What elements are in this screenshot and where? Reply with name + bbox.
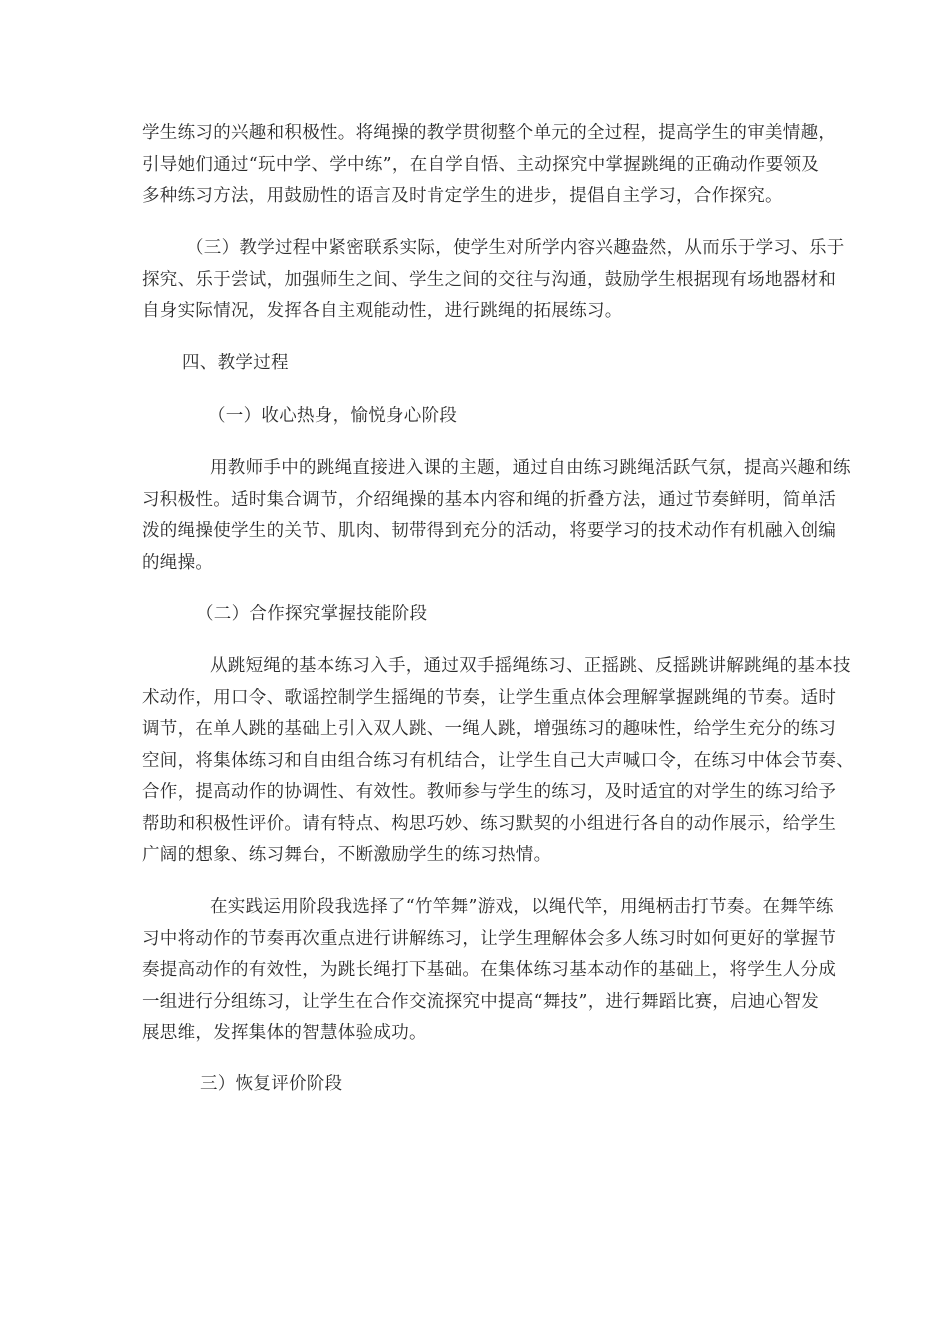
text-line: 引导她们通过“玩中学、学中练”，在自学自悟、主动探究中掌握跳绳的正确动作要领及 [142,154,820,175]
text-line: 泼的绳操使学生的关节、肌肉、韧带得到充分的活动，将要学习的技术动作有机融入创编 [142,521,837,541]
text-line: 探究、乐于尝试，加强师生之间、学生之间的交往与沟通，鼓励学生根据现有场地器材和 [142,269,837,290]
text-line: 展思维，发挥集体的智慧体验成功。 [142,1023,427,1043]
text-line: 的绳操。 [142,552,214,573]
paragraph-bamboo-dance [142,892,837,1050]
text-line: 用教师手中的跳绳直接进入课的主题，通过自由练习跳绳活跃气氛，提高兴趣和练 [210,458,851,478]
text-line: 一组进行分组练习，让学生在合作交流探究中提高“舞技”，进行舞蹈比赛，启迪心智发 [142,991,820,1012]
text-line: 广阔的想象、练习舞台，不断激励学生的练习热情。 [142,845,552,865]
text-line: （三）教学过程中紧密联系实际，使学生对所学内容兴趣盎然，从而乐于学习、乐于 [186,238,845,258]
section-heading-teaching-process: 四、教学过程 [182,353,289,373]
subsection-heading-recovery: 三）恢复评价阶段 [200,1074,343,1094]
text-line: 多种练习方法，用鼓励性的语言及时肯定学生的进步，提倡自主学习，合作探究。 [142,186,783,206]
paragraph-warmup [142,453,851,579]
text-line: 术动作，用口令、歌谣控制学生摇绳的节奏，让学生重点体会理解掌握跳绳的节奏。适时 [142,687,837,708]
text-line: 习积极性。适时集合调节，介绍绳操的基本内容和绳的折叠方法，通过节奏鲜明，简单活 [142,489,837,510]
text-line: 学生练习的兴趣和积极性。将绳操的教学贯彻整个单元的全过程，提高学生的审美情趣， [142,123,837,143]
text-line: 空间，将集体练习和自由组合练习有机结合，让学生自己大声喊口令，在练习中体会节奏、 [142,750,854,771]
text-line: 在实践运用阶段我选择了“竹竿舞”游戏，以绳代竿，用绳柄击打节奏。在舞竿练 [210,897,834,917]
text-line: 帮助和积极性评价。请有特点、构思巧妙、练习默契的小组进行各自的动作展示，给学生 [142,813,837,834]
paragraph-cooperation [142,651,854,872]
paragraph-teaching-interest [142,118,837,213]
subsection-heading-cooperation: （二）合作探究掌握技能阶段 [196,604,428,624]
text-line: 习中将动作的节奏再次重点进行讲解练习，让学生理解体会多人练习时如何更好的掌握节 [142,928,837,949]
text-line: 从跳短绳的基本练习入手，通过双手摇绳练习、正摇跳、反摇跳讲解跳绳的基本技 [210,656,851,676]
text-line: 自身实际情况，发挥各自主观能动性，进行跳绳的拓展练习。 [142,301,623,321]
text-line: 奏提高动作的有效性，为跳长绳打下基础。在集体练习基本动作的基础上，将学生人分成 [142,960,837,980]
paragraph-teaching-process-practice [142,233,845,328]
text-line: 调节，在单人跳的基础上引入双人跳、一绳人跳，增强练习的趣味性，给学生充分的练习 [142,719,837,739]
text-line: 合作，提高动作的协调性、有效性。教师参与学生的练习，及时适宜的对学生的练习给予 [142,782,837,802]
subsection-heading-warmup: （一）收心热身，愉悦身心阶段 [208,406,458,426]
